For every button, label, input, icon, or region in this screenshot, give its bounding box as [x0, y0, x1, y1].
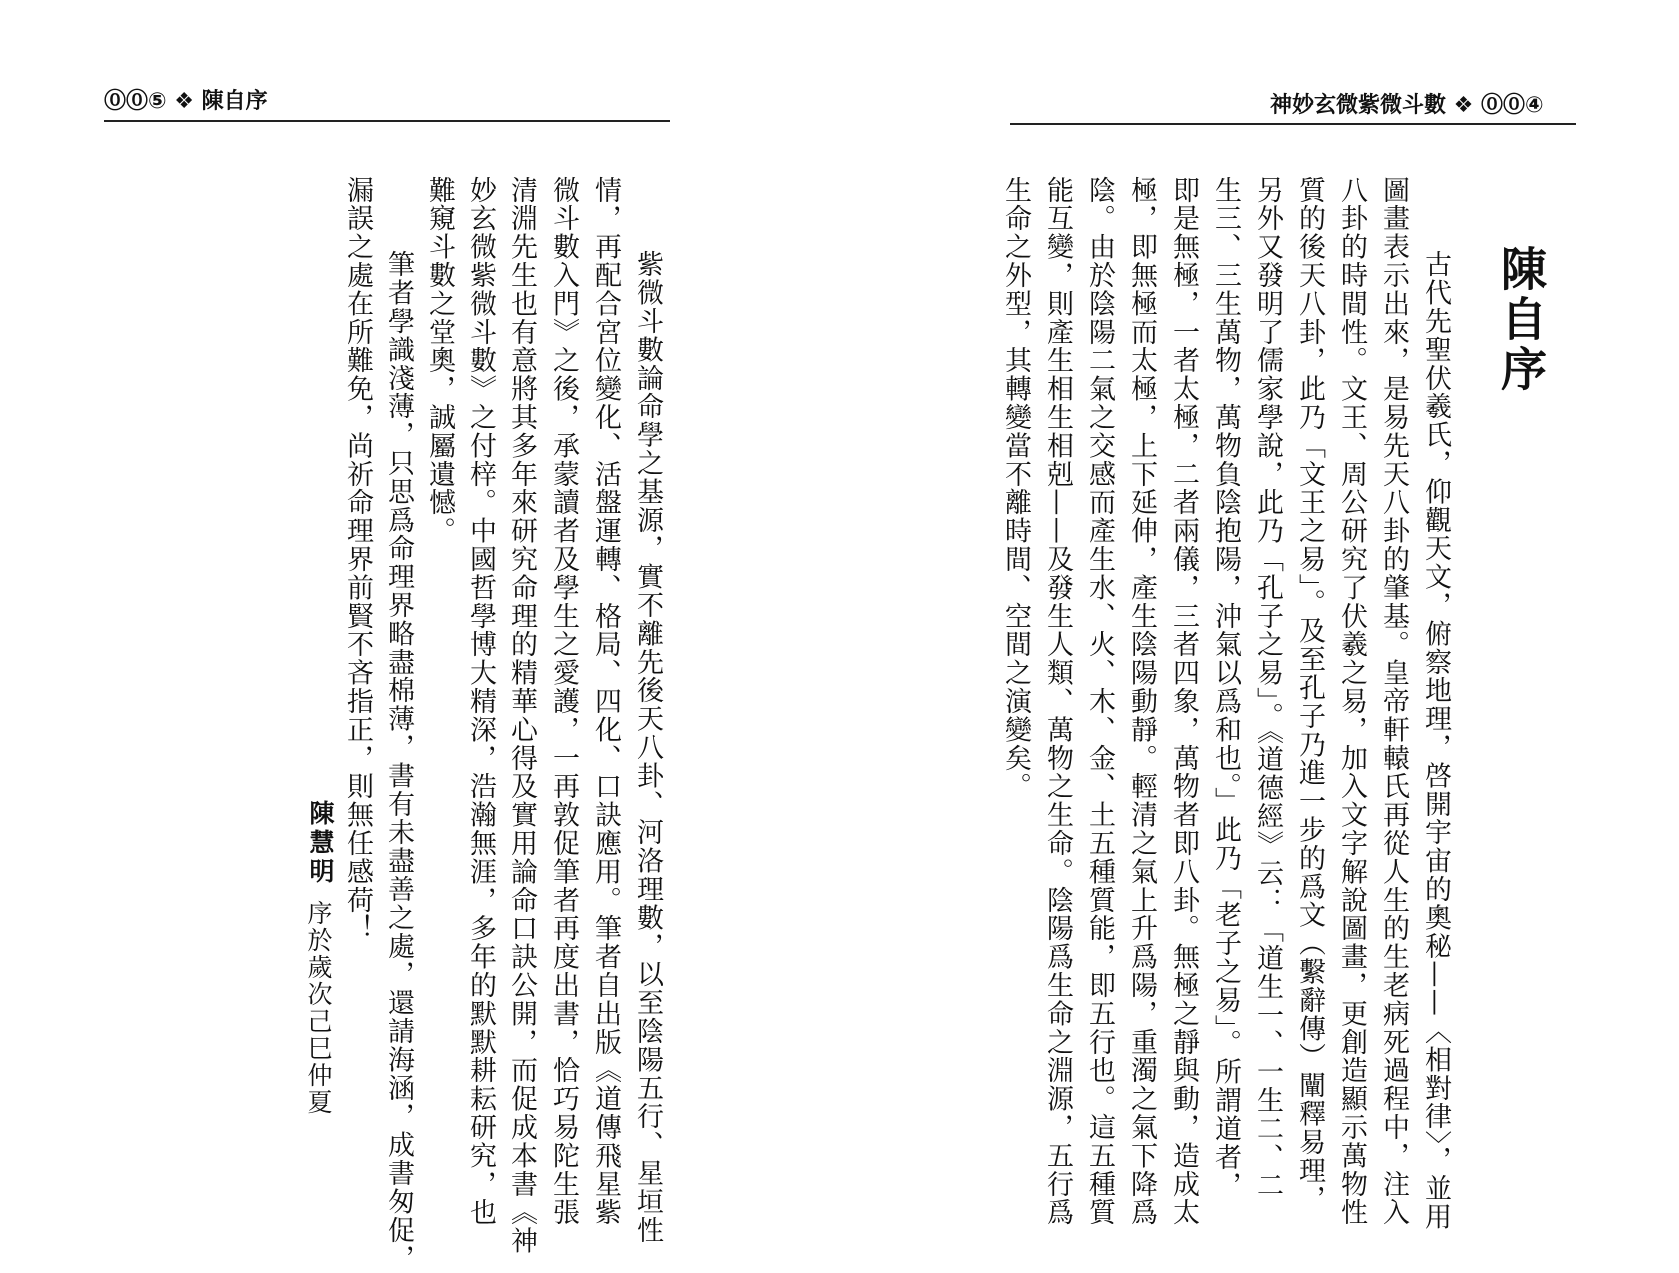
left-page-header: ⓪⓪⑤ ❖ 陳自序: [104, 89, 268, 114]
right-text-column-1: 古代先聖伏羲氏，仰觀天文，俯察地理，啓開宇宙的奧秘——〈相對律〉，並用: [1420, 222, 1451, 1231]
left-text-column-8: 漏誤之處在所難免，尚祈命理界前賢不吝指正，則無任感荷！: [342, 176, 373, 943]
right-text-column-5: 另外又發明了儒家學說，此乃「孔子之易」。《道德經》云：「道生一、一生二、二: [1252, 176, 1283, 1200]
right-page-header: 神妙玄微紫微斗數 ❖ ⓪⓪④: [1270, 93, 1544, 118]
left-text-column-7: 筆者學識淺薄，只思爲命理界略盡棉薄，書有未盡善之處，還請海涵，成書匆促，: [383, 222, 414, 1273]
right-text-column-11: 生命之外型，其轉變當不離時間、空間之演變矣。: [1000, 176, 1031, 801]
author-signature: 陳慧明: [306, 800, 335, 887]
right-text-column-7: 即是無極，一者太極，二者兩儀，三者四象，萬物者即八卦。無極之靜與動，造成太: [1168, 176, 1199, 1227]
left-text-column-3: 微斗數入門》之後，承蒙讀者及學生之愛護，一再敦促筆者再度出書，恰巧易陀生張: [548, 176, 579, 1227]
signature-date: 序於歲次己巳仲夏: [304, 900, 333, 1116]
right-text-column-3: 八卦的時間性。文王、周公研究了伏羲之易，加入文字解說圖畫，更創造顯示萬物性: [1336, 176, 1367, 1227]
right-header-rule: [1010, 123, 1576, 125]
left-text-column-5: 妙玄微紫微斗數》之付梓。中國哲學博大精深，浩瀚無涯，多年的默默耕耘研究，也: [465, 176, 496, 1227]
right-text-column-8: 極，即無極而太極，上下延伸，產生陰陽動靜。輕清之氣上升爲陽，重濁之氣下降爲: [1126, 176, 1157, 1227]
right-text-column-10: 能互變，則產生相生相剋——及發生人類、萬物之生命。陰陽爲生命之淵源，五行爲: [1042, 176, 1073, 1227]
left-header-rule: [104, 120, 670, 122]
right-text-column-2: 圖畫表示出來，是易先天八卦的肇基。皇帝軒轅氏再從人生的生老病死過程中，注入: [1378, 176, 1409, 1227]
page-title: 陳自序: [1494, 245, 1548, 395]
right-text-column-9: 陰。由於陰陽二氣之交感而產生水、火、木、金、土五種質能，即五行也。這五種質: [1084, 176, 1115, 1227]
left-text-column-2: 情，再配合宮位變化、活盤運轉、格局、四化、口訣應用。筆者自出版《道傳飛星紫: [590, 176, 621, 1227]
right-text-column-6: 生三、三生萬物，萬物負陰抱陽，沖氣以爲和也。」此乃「老子之易」。所謂道者，: [1210, 176, 1241, 1200]
left-text-column-1: 紫微斗數論命學之基源，實不離先後天八卦、河洛理數，以至陰陽五行、星垣性: [632, 222, 663, 1245]
left-text-column-4: 清淵先生也有意將其多年來研究命理的精華心得及實用論命口訣公開，而促成本書《神: [506, 176, 537, 1256]
right-text-column-4: 質的後天八卦，此乃「文王之易」。及至孔子乃進一步的爲文（繫辭傳）闡釋易理，: [1294, 176, 1325, 1214]
left-text-column-6: 難窺斗數之堂奧，誠屬遺憾。: [424, 176, 455, 546]
